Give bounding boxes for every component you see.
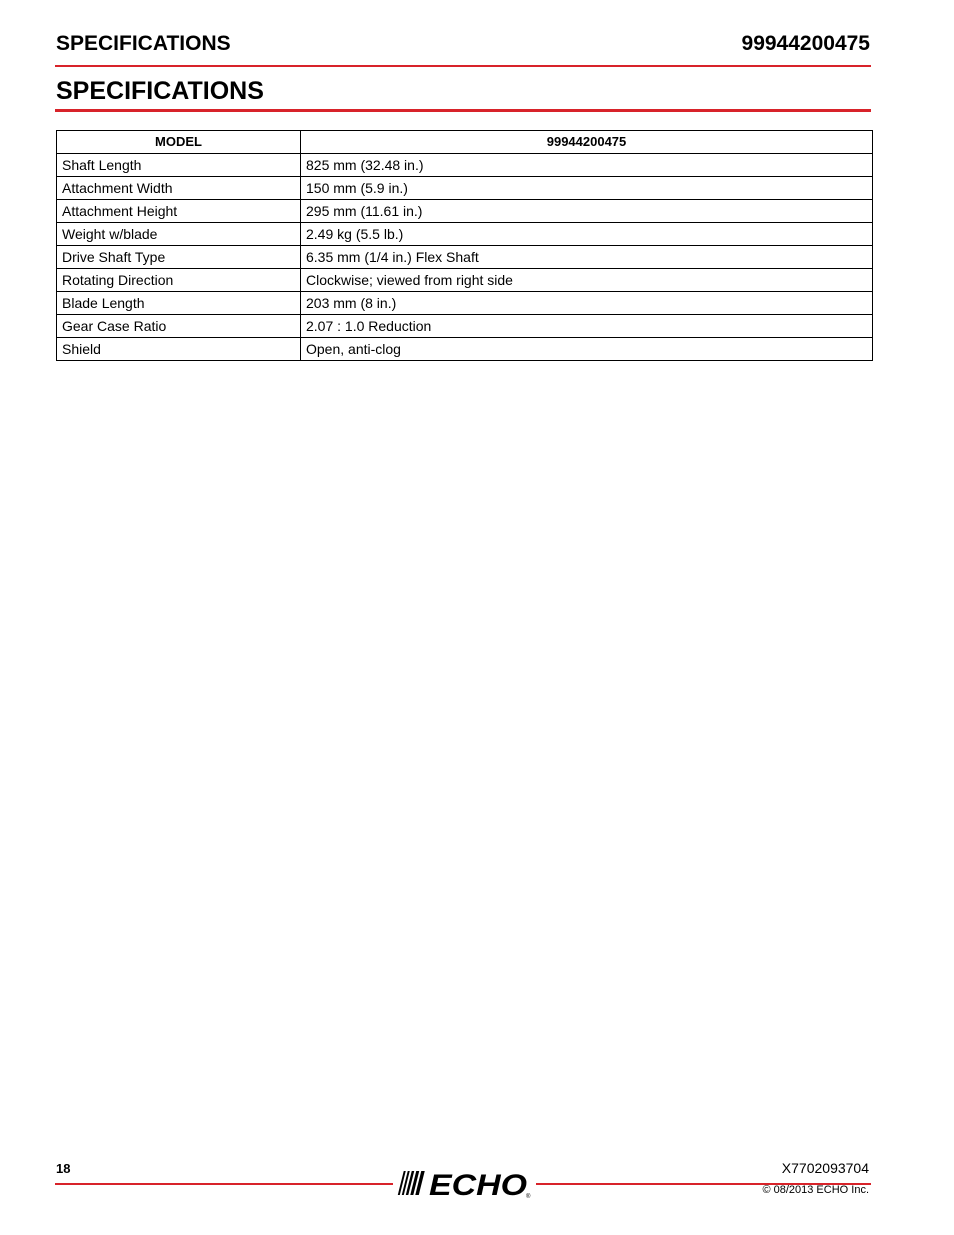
header-section-title: SPECIFICATIONS bbox=[56, 32, 231, 55]
table-row bbox=[57, 338, 873, 361]
spec-label: Shield bbox=[57, 338, 301, 361]
spec-value: 825 mm (32.48 in.) bbox=[301, 154, 873, 177]
spec-label: Gear Case Ratio bbox=[57, 315, 301, 338]
spec-label: Blade Length bbox=[57, 292, 301, 315]
spec-value: 150 mm (5.9 in.) bbox=[301, 177, 873, 200]
title-divider bbox=[55, 109, 871, 112]
spec-value: 6.35 mm (1/4 in.) Flex Shaft bbox=[301, 246, 873, 269]
specifications-table bbox=[56, 130, 873, 361]
page-title: SPECIFICATIONS bbox=[56, 77, 264, 105]
document-number: X7702093704 bbox=[781, 1160, 869, 1176]
spec-value: Open, anti-clog bbox=[301, 338, 873, 361]
header-model-number: 99944200475 bbox=[741, 32, 870, 55]
spec-value: 295 mm (11.61 in.) bbox=[301, 200, 873, 223]
table-row bbox=[57, 200, 873, 223]
echo-logo bbox=[393, 1166, 536, 1200]
table-row bbox=[57, 223, 873, 246]
table-row bbox=[57, 292, 873, 315]
footer-divider-left bbox=[55, 1183, 393, 1185]
column-header-model-number: 99944200475 bbox=[301, 131, 873, 154]
spec-value: 203 mm (8 in.) bbox=[301, 292, 873, 315]
spec-label: Shaft Length bbox=[57, 154, 301, 177]
svg-text:®: ® bbox=[526, 1194, 531, 1200]
copyright-notice: © 08/2013 ECHO Inc. bbox=[762, 1184, 869, 1196]
table-row bbox=[57, 246, 873, 269]
page-number: 18 bbox=[56, 1161, 71, 1176]
table-row bbox=[57, 315, 873, 338]
spec-label: Rotating Direction bbox=[57, 269, 301, 292]
spec-label: Attachment Height bbox=[57, 200, 301, 223]
header-divider bbox=[55, 65, 871, 67]
spec-label: Weight w/blade bbox=[57, 223, 301, 246]
column-header-model: MODEL bbox=[57, 131, 301, 154]
table-row bbox=[57, 269, 873, 292]
spec-value: Clockwise; viewed from right side bbox=[301, 269, 873, 292]
spec-value: 2.07 : 1.0 Reduction bbox=[301, 315, 873, 338]
spec-value: 2.49 kg (5.5 lb.) bbox=[301, 223, 873, 246]
spec-label: Attachment Width bbox=[57, 177, 301, 200]
table-row bbox=[57, 154, 873, 177]
table-row bbox=[57, 177, 873, 200]
spec-label: Drive Shaft Type bbox=[57, 246, 301, 269]
table-header-row bbox=[57, 131, 873, 154]
logo-wordmark: ECHO bbox=[429, 1169, 527, 1200]
